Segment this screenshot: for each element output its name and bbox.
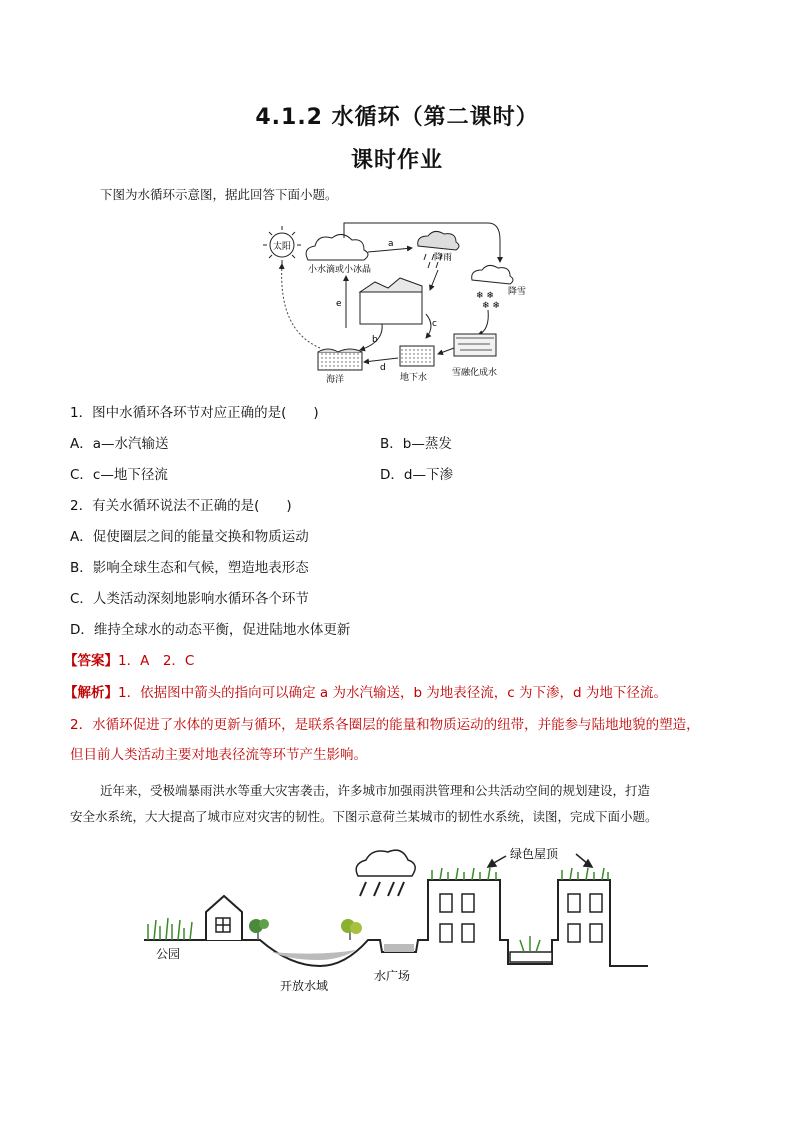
sun-label: 太阳: [272, 242, 292, 252]
rain-label: 降雨: [434, 253, 453, 263]
answer-text: 1．A 2．C: [118, 653, 195, 669]
analysis-line-1: [64, 684, 667, 702]
droplets-label: 小水滴或小冰晶: [308, 265, 372, 275]
groundwater-label: 地下水: [400, 373, 428, 383]
land-block: [360, 278, 422, 324]
open-water-label: 开放水域: [280, 979, 329, 993]
green-roof-grass-icon: [432, 868, 496, 880]
green-roof-label: 绿色屋顶: [510, 847, 559, 861]
label-c: c: [432, 319, 437, 329]
analysis-line-2: 2．水循环促进了水体的更新与循环，是联系各圈层的能量和物质运动的纽带，并能参与陆地地貌的塑造，: [70, 717, 700, 733]
snowmelt-label: 雪融化成水: [452, 368, 498, 378]
house-icon: [206, 896, 242, 940]
q1-stem: 1．图中水循环各环节对应正确的是( ): [70, 405, 319, 421]
resilient-water-system-diagram: [140, 840, 660, 1010]
q1-option-c: C．c—地下径流: [70, 467, 168, 483]
q1-option-d: D．d—下渗: [380, 467, 453, 483]
ocean-label: 海洋: [326, 375, 345, 385]
q2-option-b: B．影响全球生态和气候，塑造地表形态: [70, 560, 309, 576]
groundwater-block: [400, 346, 434, 366]
snow-cloud-icon: [472, 265, 513, 311]
svg-text:❄ ❄: ❄ ❄: [482, 301, 500, 311]
snow-label: 降雪: [508, 287, 527, 297]
grass-icon: [148, 918, 192, 940]
shrub-icon: [249, 919, 362, 940]
label-d: d: [380, 363, 386, 373]
analysis-text-1: 1．依据图中箭头的指向可以确定 a 为水汽输送，b 为地表径流，c 为下渗，d 为地下径流。: [118, 685, 667, 701]
planter-icon: [510, 936, 552, 962]
water-cycle-diagram: [260, 220, 530, 385]
q2-option-d: D．维持全球水的动态平衡，促进陆地水体更新: [70, 622, 351, 638]
q2-option-a: A．促使圈层之间的能量交换和物质运动: [70, 529, 309, 545]
q2-stem: 2．有关水循环说法不正确的是( ): [70, 498, 292, 514]
intro-text-2-line-1: 近年来，受极端暴雨洪水等重大灾害袭击，许多城市加强雨洪管理和公共活动空间的规划建设，打造: [100, 783, 651, 798]
answer-tag: 【答案】: [64, 653, 118, 669]
page-title: 4.1.2 水循环（第二课时）: [255, 105, 539, 130]
building-icon: [568, 894, 602, 942]
page-subtitle: 课时作业: [350, 148, 443, 173]
label-e: e: [336, 299, 342, 309]
ocean-block: [318, 349, 362, 370]
q1-option-a: A．a—水汽输送: [70, 436, 169, 452]
snowmelt-block: [454, 334, 496, 356]
label-b: b: [372, 335, 378, 345]
q1-option-b: B．b—蒸发: [380, 436, 452, 452]
cloud-icon: [306, 234, 368, 260]
q2-option-c: C．人类活动深刻地影响水循环各个环节: [70, 591, 309, 607]
answer-line: [64, 652, 194, 670]
intro-text-2-line-2: 安全水系统，大大提高了城市应对灾害的韧性。下图示意荷兰某城市的韧性水系统，读图，完成下面小题。: [70, 809, 658, 824]
green-roof-grass-icon: [562, 868, 608, 880]
rain-cloud-icon: [356, 850, 415, 896]
sun-icon: [263, 226, 301, 264]
park-label: 公园: [156, 947, 181, 961]
svg-text:❄ ❄: ❄ ❄: [476, 291, 494, 301]
label-a: a: [388, 239, 394, 249]
analysis-tag: 【解析】: [64, 685, 118, 701]
water-square-label: 水广场: [374, 969, 411, 983]
analysis-line-3: 但目前人类活动主要对地表径流等环节产生影响。: [70, 747, 367, 763]
building-icon: [440, 894, 474, 942]
intro-text-1: 下图为水循环示意图，据此回答下面小题。: [100, 187, 338, 202]
